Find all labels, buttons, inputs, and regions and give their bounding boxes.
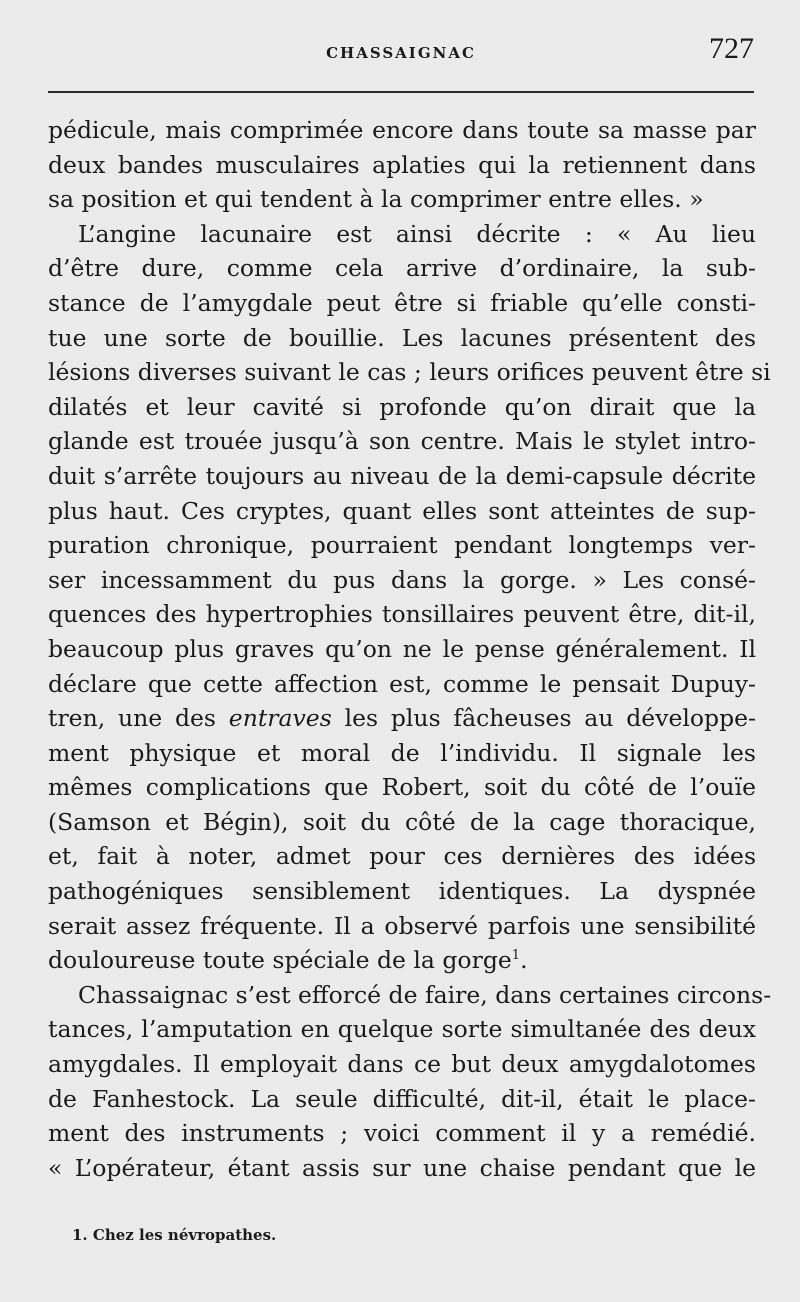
text-segment: douloureuse toute spéciale de la gorge bbox=[48, 946, 512, 975]
footnote: 1. Chez les névropathes. bbox=[72, 1226, 277, 1244]
text-line: et, fait à noter, admet pour ces dernières des idées bbox=[48, 842, 756, 871]
text-line: Chassaignac s’est efforcé de faire, dans certaines circons- bbox=[78, 980, 772, 1009]
text-line: puration chronique, pourraient pendant longtemps ver- bbox=[48, 531, 756, 560]
body-text bbox=[48, 113, 772, 1185]
text-line: ment physique et moral de l’individu. Il signale les bbox=[48, 738, 756, 767]
running-head: CHASSAIGNAC bbox=[326, 44, 476, 62]
text-line: de Fanhestock. La seule difficulté, dit-il, était le place- bbox=[48, 1084, 756, 1113]
text-line: serait assez fréquente. Il a observé parfois une sensibilité bbox=[48, 911, 756, 940]
text-line: duit s’arrête toujours au niveau de la demi-capsule décrite bbox=[48, 461, 756, 490]
text-line: deux bandes musculaires aplaties qui la retiennent dans bbox=[48, 150, 756, 179]
text-segment: les plus fâcheuses au développe- bbox=[331, 704, 756, 733]
text-line-with-footnote-ref bbox=[48, 943, 756, 978]
page-number: 727 bbox=[709, 32, 754, 65]
text-line: dilatés et leur cavité si profonde qu’on dirait que la bbox=[48, 392, 756, 421]
header-rule bbox=[48, 91, 754, 93]
text-line: d’être dure, comme cela arrive d’ordinaire, la sub- bbox=[48, 254, 756, 283]
text-line: déclare que cette affection est, comme le pensait Dupuy- bbox=[48, 669, 756, 698]
page-header bbox=[48, 30, 754, 82]
text-line: (Samson et Bégin), soit du côté de la cage thoracique, bbox=[48, 807, 756, 836]
text-line: amygdales. Il employait dans ce but deux amygdalotomes bbox=[48, 1050, 756, 1079]
text-line: tue une sorte de bouillie. Les lacunes présentent des bbox=[48, 323, 756, 352]
text-line: tances, l’amputation en quelque sorte simultanée des deux bbox=[48, 1015, 756, 1044]
footnote-reference: 1 bbox=[511, 948, 521, 964]
text-line: lésions diverses suivant le cas ; leurs orifices peuvent être si bbox=[48, 358, 771, 387]
text-line: stance de l’amygdale peut être si friable qu’elle consti- bbox=[48, 288, 756, 317]
text-line: plus haut. Ces cryptes, quant elles sont atteintes de sup- bbox=[48, 496, 756, 525]
text-line: glande est trouée jusqu’à son centre. Mais le stylet intro- bbox=[48, 427, 756, 456]
text-segment: . bbox=[520, 946, 528, 975]
text-line-with-emphasis bbox=[48, 701, 756, 736]
text-line: beaucoup plus graves qu’on ne le pense généralement. Il bbox=[48, 634, 756, 663]
text-line: ser incessamment du pus dans la gorge. » Les consé- bbox=[48, 565, 756, 594]
text-line: « L’opérateur, étant assis sur une chaise pendant que le bbox=[48, 1153, 756, 1182]
text-segment: tren, une des bbox=[48, 704, 229, 733]
emphasis-word: entraves bbox=[228, 704, 332, 733]
text-line: sa position et qui tendent à la comprimer entre elles. » bbox=[48, 185, 704, 214]
text-line: pathogéniques sensiblement identiques. La dyspnée bbox=[48, 877, 756, 906]
text-line: L’angine lacunaire est ainsi décrite : « Au lieu bbox=[78, 219, 756, 248]
text-line: quences des hypertrophies tonsillaires peuvent être, dit-il, bbox=[48, 600, 756, 629]
text-line: pédicule, mais comprimée encore dans toute sa masse par bbox=[48, 116, 756, 144]
text-line: ment des instruments ; voici comment il y a remédié. bbox=[48, 1119, 756, 1148]
text-line: mêmes complications que Robert, soit du côté de l’ouïe bbox=[48, 773, 756, 802]
